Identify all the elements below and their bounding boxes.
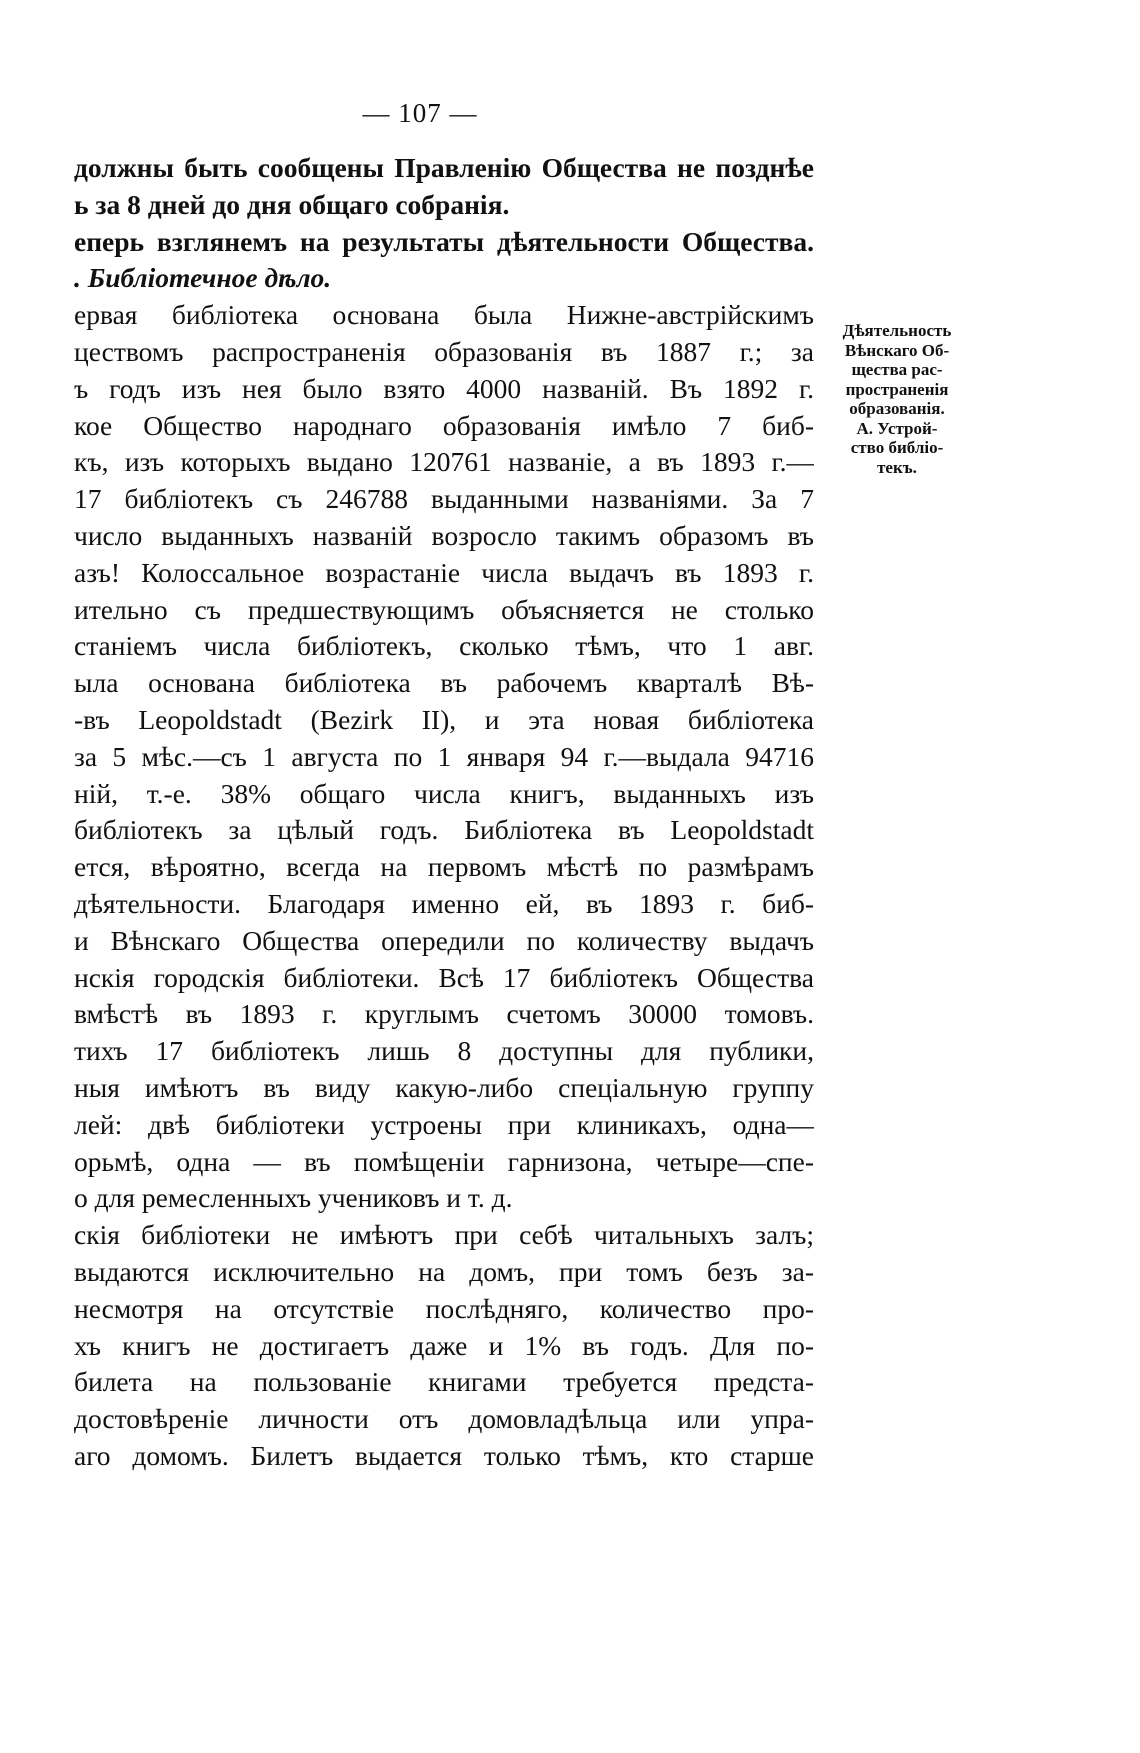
text-line: дѣятельности. Благодаря именно ей, въ 1893 г. биб- bbox=[74, 887, 814, 919]
margin-note-line: пространенія bbox=[845, 379, 949, 399]
text-line: ительно съ предшествующимъ объясняется не столько bbox=[74, 593, 814, 625]
page-number: — 107 — bbox=[362, 98, 478, 128]
text-line: ется, вѣроятно, всегда на первомъ мѣстѣ по размѣрамъ bbox=[74, 851, 814, 883]
text-line: и Вѣнскаго Общества опередили по количеству выдачъ bbox=[74, 924, 814, 956]
text-line: ныя имѣютъ въ виду какую-либо спеціальную группу bbox=[74, 1071, 814, 1103]
text-line: скія библіотеки не имѣютъ при себѣ читальныхъ залъ; bbox=[74, 1219, 814, 1251]
text-line: библіотекъ за цѣлый годъ. Библіотека въ Leopoldstadt bbox=[74, 814, 814, 846]
margin-note-line: Вѣнскаго Об- bbox=[844, 340, 950, 360]
margin-note-line: Дѣятельность bbox=[842, 321, 952, 340]
text-line: ь за 8 дней до дня общаго собранія. bbox=[74, 188, 510, 220]
text-line: о для ремесленныхъ учениковъ и т. д. bbox=[74, 1182, 513, 1214]
text-line: несмотря на отсутствіе послѣдняго, количество про- bbox=[74, 1292, 814, 1324]
margin-note-line: образованія. bbox=[849, 399, 945, 418]
text-line: цествомъ распространенія образованія въ 1887 г.; за bbox=[74, 335, 814, 367]
text-line: тихъ 17 библіотекъ лишь 8 доступны для публики, bbox=[74, 1035, 814, 1067]
margin-note-line: щества рас- bbox=[851, 360, 943, 379]
text-line: къ, изъ которыхъ выдано 120761 названіе, а въ 1893 г.— bbox=[74, 446, 814, 478]
text-line: ній, т.-е. 38% общаго числа книгъ, выданныхъ изъ bbox=[74, 777, 814, 809]
text-line: аго домомъ. Билетъ выдается только тѣмъ, кто старше bbox=[74, 1439, 814, 1471]
text-line: . Библіотечное дѣло. bbox=[74, 262, 332, 294]
text-line: -въ Leopoldstadt (Bezirk II), и эта новая библіотека bbox=[74, 703, 814, 735]
text-line: станіемъ числа библіотекъ, сколько тѣмъ, что 1 авг. bbox=[74, 630, 814, 662]
text-line: орьмѣ, одна — въ помѣщеніи гарнизона, четыре—спе- bbox=[74, 1145, 814, 1177]
text-line: ервая библіотека основана была Нижне-австрійскимъ bbox=[74, 299, 814, 331]
text-line: за 5 мѣс.—съ 1 августа по 1 января 94 г.—выдала 94716 bbox=[74, 740, 814, 772]
text-line: число выданныхъ названій возросло такимъ образомъ въ bbox=[74, 519, 814, 551]
margin-note bbox=[822, 321, 972, 477]
text-line: 17 библіотекъ съ 246788 выданными названіями. За 7 bbox=[74, 483, 814, 515]
text-line: достовѣреніе личности отъ домовладѣльца или упра- bbox=[74, 1403, 814, 1435]
text-line: нскія городскія библіотеки. Всѣ 17 библіотекъ Общества bbox=[74, 961, 814, 993]
margin-note-line: текъ. bbox=[877, 457, 917, 477]
text-line: ыла основана библіотека въ рабочемъ кварталѣ Вѣ- bbox=[74, 667, 814, 699]
text-line: должны быть сообщены Правленію Общества не позднѣе bbox=[74, 152, 814, 183]
text-line: кое Общество народнаго образованія имѣло 7 биб- bbox=[74, 409, 814, 441]
margin-note-line: ство библіо- bbox=[850, 438, 944, 457]
margin-note-line: А. Устрой- bbox=[856, 418, 938, 438]
text-line: лей: двѣ библіотеки устроены при клиникахъ, одна— bbox=[74, 1108, 814, 1140]
text-line: вмѣстѣ въ 1893 г. круглымъ счетомъ 30000 томовъ. bbox=[74, 998, 814, 1030]
text-line: ъ годъ изъ нея было взято 4000 названій. Въ 1892 г. bbox=[74, 372, 814, 404]
text-line: еперь взглянемъ на результаты дѣятельности Общества. bbox=[74, 225, 814, 257]
body-text bbox=[74, 150, 814, 1475]
text-line: билета на пользованіе книгами требуется предста- bbox=[74, 1366, 814, 1398]
text-line: азъ! Колоссальное возрастаніе числа выдачъ въ 1893 г. bbox=[74, 556, 814, 588]
text-line: хъ книгъ не достигаетъ даже и 1% въ годъ. Для по- bbox=[74, 1329, 814, 1361]
text-line: выдаются исключительно на домъ, при томъ безъ за- bbox=[74, 1255, 814, 1287]
